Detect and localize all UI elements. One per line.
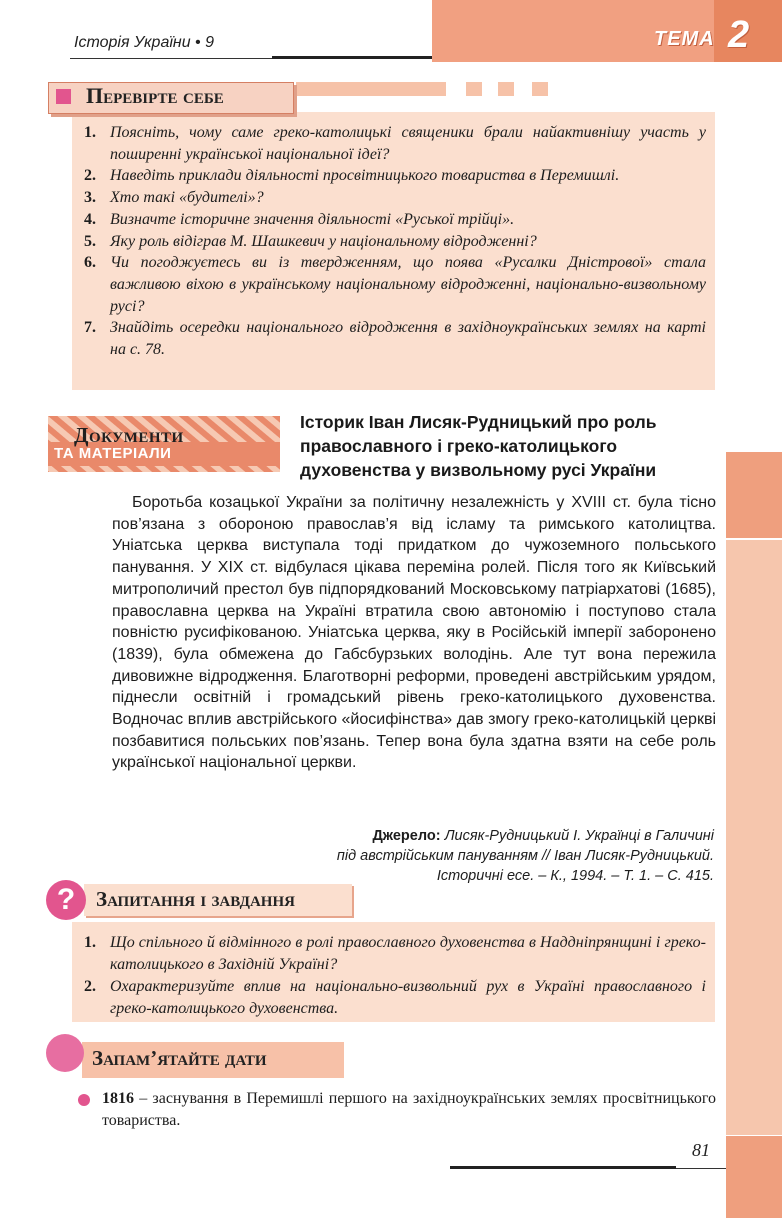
topic-label: ТЕМА	[654, 28, 715, 50]
documents-sublabel: ТА МАТЕРІАЛИ	[54, 445, 172, 462]
document-heading: Історик Іван Лисяк-Рудницький про роль православного і греко-католицького духовенства у визвольному русі України	[300, 412, 657, 480]
item-text: Наведіть приклади діяльності просвітницького товариства в Перемишлі.	[110, 167, 620, 185]
item-number: 1.	[84, 934, 96, 951]
item-number: 6.	[84, 254, 96, 272]
item-number: 2.	[84, 167, 96, 185]
list-item	[84, 122, 706, 165]
item-number: 4.	[84, 210, 96, 228]
item-text: Охарактеризуйте вплив на національно-визвольний рух в Україні православного і греко-католицького духовенства.	[110, 978, 706, 1017]
item-number: 5.	[84, 232, 96, 250]
date-description: – заснування в Перемишлі першого на західноукраїнських землях просвітницького товариства.	[102, 1090, 716, 1129]
item-text: Що спільного й відмінного в ролі православного духовенства в Наддніпрянщині і греко-католицького в Західній Україні?	[110, 934, 706, 973]
circle-bullet-icon	[46, 1034, 84, 1072]
list-item	[84, 317, 706, 360]
documents-label: Документи	[74, 423, 184, 447]
list-item	[84, 976, 706, 1020]
check-dash	[466, 82, 482, 96]
book-title: Історія України • 9	[74, 34, 214, 51]
item-text: Поясніть, чому саме греко-католицькі священики брали найактивнішу участь у поширенні української національної ідеї?	[110, 124, 706, 163]
check-dash	[532, 82, 548, 96]
list-item	[84, 932, 706, 976]
source-line-1: Лисяк-Рудницький І. Українці в Галичині	[444, 828, 714, 844]
item-text: Хто такі «будителі»?	[110, 189, 264, 207]
square-bullet-icon	[56, 89, 71, 104]
side-bar-middle	[726, 540, 782, 1135]
item-text: Яку роль відіграв М. Шашкевич у національному відродженні?	[110, 232, 537, 250]
list-item	[84, 231, 706, 253]
date-entry	[102, 1088, 716, 1132]
side-bar-top	[726, 452, 782, 538]
item-number: 3.	[84, 189, 96, 207]
item-number: 1.	[84, 124, 96, 141]
check-yourself-title: Перевірте себе	[86, 83, 224, 108]
side-bar-bottom	[726, 1136, 782, 1218]
document-source	[240, 826, 714, 886]
list-item	[84, 187, 706, 209]
item-text: Визначте історичне значення діяльності «Руської трійці».	[110, 210, 515, 228]
source-line-3: Історичні есе. – К., 1994. – Т. 1. – С. 415.	[436, 868, 714, 884]
item-text: Чи погоджуєтесь ви із твердженням, що поява «Русалки Дністрової» стала важливою віхою в українському національному відродженні, національно-визвольному русі?	[110, 254, 706, 315]
page-number: 81	[692, 1140, 710, 1160]
item-number: 2.	[84, 978, 96, 995]
check-dash	[498, 82, 514, 96]
dates-title: Запам’ятайте дати	[92, 1046, 267, 1070]
list-item	[84, 252, 706, 317]
dot-bullet-icon	[78, 1094, 90, 1106]
check-strip	[296, 82, 446, 96]
item-text: Знайдіть осередки національного відродження в західноукраїнських землях на карті на с. 78.	[110, 319, 706, 359]
check-yourself-list	[84, 122, 706, 361]
source-line-2: під австрійським пануванням // Іван Лисяк-Рудницький.	[336, 848, 714, 864]
document-body: Боротьба козацької України за політичну незалежність у XVIII ст. була тісно пов’язана з обороною православ’я від ісламу та римського католицтва. Уніатська церква виступала тоді придатком до чужоземного польського панування. У XIX ст. відбулася цікава переміна ролей. Після того як Київський митрополичий престол був підпорядкований Московському патріархатові (1685), православна церква на Україні втратила свою автономію і поступово стала повністю русифікованою. Уніатська церква, яку в Російській імперії заборонено (1839), була обмежена до Габсбурзьких володінь. Але тут вона пережила дивовижне відродження. Благотворні реформи, проведені австрійським урядом, піднесли освітній і громадський рівень греко-католицького духовенства. Водночас вплив австрійського «йосифінства» дав змогу греко-католицькій церкві позбавитися польських пов’язань. Тепер вона була здатна взяти на себе роль української національної церкви.	[112, 494, 716, 772]
list-item	[84, 209, 706, 231]
date-year: 1816	[102, 1090, 134, 1107]
item-number: 7.	[84, 319, 96, 337]
question-mark-icon: ?	[46, 880, 86, 920]
source-label: Джерело:	[372, 828, 441, 844]
footer-rule-thick	[450, 1166, 676, 1169]
topic-number: 2	[728, 14, 750, 56]
questions-title: Запитання і завдання	[96, 887, 295, 911]
header-rule-thick	[272, 56, 432, 59]
questions-list	[84, 932, 706, 1020]
list-item	[84, 165, 706, 187]
